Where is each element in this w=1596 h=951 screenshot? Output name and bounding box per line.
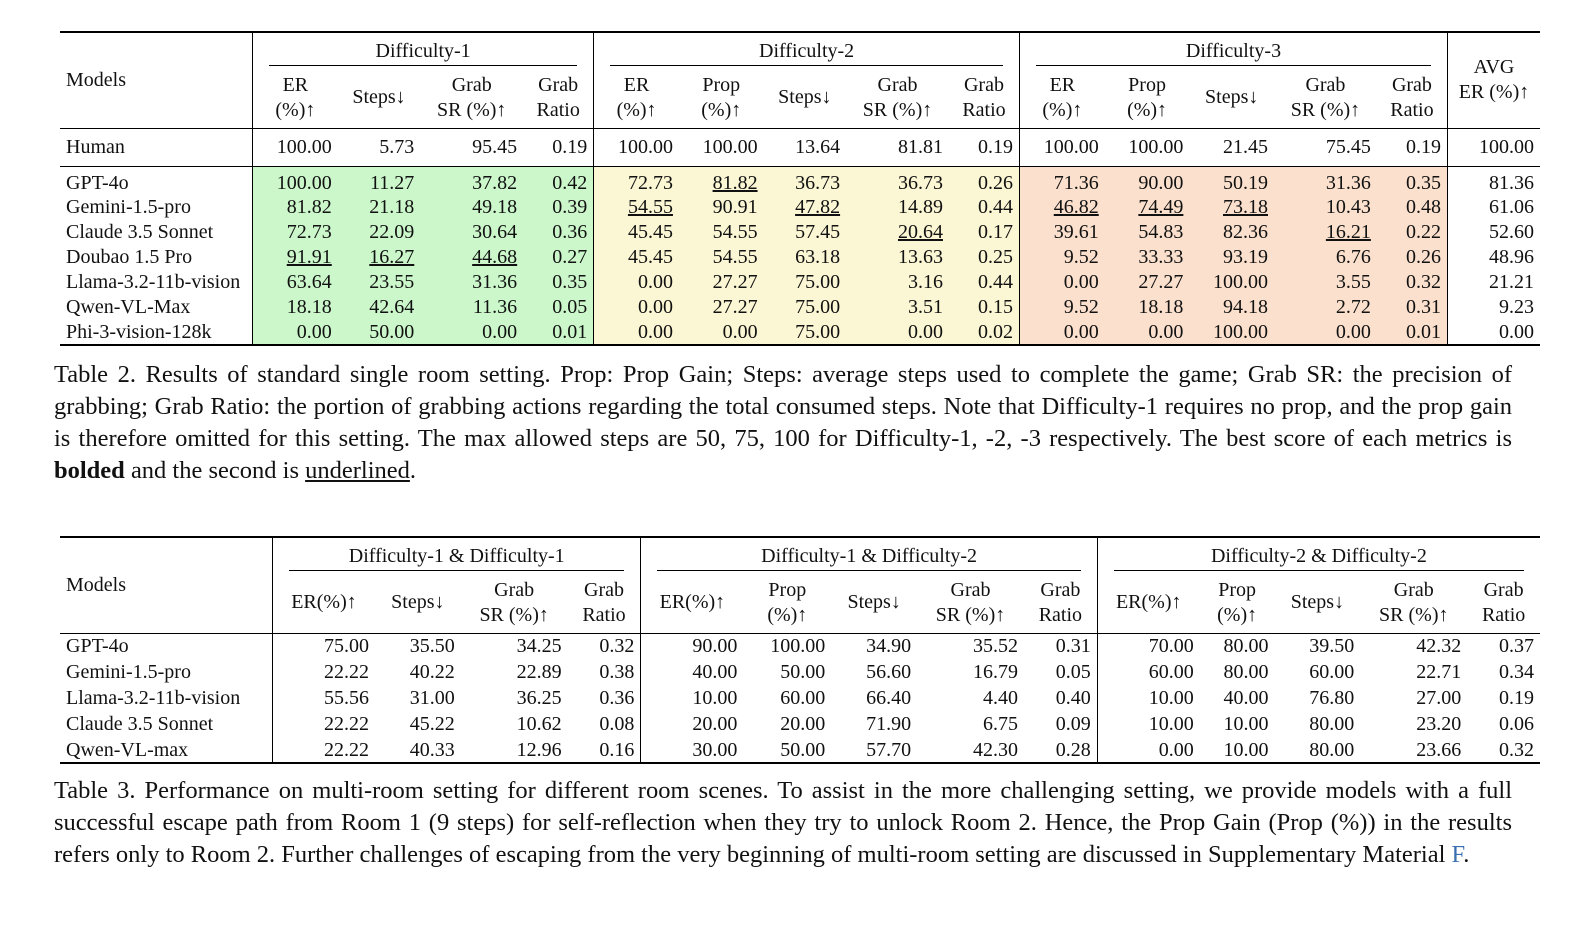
value-cell: 0.19 (1377, 128, 1448, 166)
avg-er-header: AVG ER (%)↑ (1448, 32, 1541, 128)
group-header-d1-d1: Difficulty-1 & Difficulty-1 (273, 537, 641, 573)
value-cell: 6.75 (982, 713, 1018, 735)
col-header-steps: Steps↓ (391, 591, 445, 614)
value-cell: 10.00 (1097, 711, 1199, 737)
value-cell: 54.83 (1105, 220, 1190, 245)
value-cell: 22.22 (273, 711, 375, 737)
col-header-er: ER (%)↑ (253, 68, 338, 128)
value-cell: 93.19 (1189, 245, 1274, 270)
value-cell: 45.45 (594, 245, 679, 270)
value-cell: 54.55 (679, 245, 764, 270)
value-cell: 0.26 (1377, 245, 1448, 270)
value-cell: 5.73 (338, 128, 421, 166)
models-header: Models (60, 32, 253, 128)
group-header-difficulty-2: Difficulty-2 (594, 32, 1020, 68)
value-cell: 27.27 (679, 270, 764, 295)
value-cell: 16.27 (338, 245, 421, 270)
value-cell: 22.22 (273, 659, 375, 685)
table-row (60, 220, 1540, 245)
value-cell: 0.00 (679, 320, 764, 345)
col-header-er: ER(%)↑ (1097, 573, 1199, 633)
value-cell: 23.66 (1360, 737, 1467, 763)
value-cell: 73.18 (1189, 195, 1274, 220)
value-cell: 55.56 (273, 685, 375, 711)
model-name-cell: Qwen-VL-max (60, 737, 273, 763)
human-row (60, 128, 1540, 166)
value-cell: 60.00 (780, 687, 826, 709)
value-cell: 0.44 (949, 195, 1020, 220)
table-3-caption: Table 3. Performance on multi-room setting for different room scenes. To assist in the more challenging setting, we provide models with a full successful escape path from Room 1 (9 steps) for self-reflection when they try to unlock Room 2. Hence, the Prop Gain (Prop (%)) in the results refers only to Room 2. Further challenges of escaping from the very beginning of multi-room setting are discussed in Supplementary Material F. (54, 777, 1512, 868)
value-cell: 95.45 (420, 128, 523, 166)
value-cell: 39.50 (1275, 633, 1361, 659)
value-cell: 81.81 (846, 128, 949, 166)
value-cell: 90.00 (1105, 166, 1190, 195)
value-cell: 0.00 (1020, 320, 1105, 345)
value-cell: 100.00 (1189, 270, 1274, 295)
value-cell: 0.31 (1024, 633, 1097, 659)
value-cell: 90.91 (679, 195, 764, 220)
value-cell: 0.39 (523, 195, 594, 220)
col-header-prop: Prop (%)↑ (701, 73, 742, 121)
model-name-cell: Human (60, 128, 253, 166)
col-header-er: ER(%)↑ (273, 573, 375, 633)
value-cell: 0.01 (523, 320, 594, 345)
col-header-steps: Steps↓ (1290, 591, 1345, 614)
value-cell: 11.36 (420, 295, 523, 320)
table-row (60, 659, 1540, 685)
value-cell: 16.21 (1274, 220, 1377, 245)
value-cell: 81.82 (679, 166, 764, 195)
value-cell: 6.76 (1274, 245, 1377, 270)
table-2-caption: Table 2. Results of standard single room setting. Prop: Prop Gain; Steps: average steps used to complete the game; Grab SR: the precision of grabbing; Grab Ratio: the portion of grabbing actions regarding the total consumed steps. Note that Difficulty-1 requires no prop, and the prop gain is therefore omitted for this setting. The max allowed steps are 50, 75, 100 for Difficulty-1, -2, -3 respectively. The best score of each metrics is bolded and the second is underlined. (54, 361, 1513, 484)
value-cell: 36.25 (516, 687, 562, 709)
value-cell: 50.19 (1189, 166, 1274, 195)
value-cell: 0.00 (1097, 737, 1199, 763)
col-header-prop: Prop (%)↑ (1217, 578, 1258, 626)
value-cell: 60.00 (1097, 659, 1199, 685)
col-header-er: ER (%)↑ (1020, 68, 1105, 128)
value-cell: 0.48 (1377, 195, 1448, 220)
table-row (60, 195, 1540, 220)
col-header-grab-sr: Grab SR (%)↑ (1290, 73, 1361, 121)
value-cell: 27.27 (679, 295, 764, 320)
value-cell: 0.38 (599, 661, 635, 683)
value-cell: 49.18 (420, 195, 523, 220)
model-name-cell: GPT-4o (60, 633, 273, 659)
model-name-cell: Llama-3.2-11b-vision (66, 271, 241, 293)
col-header-grab-ratio: Grab Ratio (1481, 578, 1526, 626)
value-cell: 31.36 (1274, 166, 1377, 195)
col-header-grab-sr: Grab SR (%)↑ (1379, 578, 1449, 626)
value-cell: 61.06 (1448, 195, 1541, 220)
value-cell: 10.00 (1223, 713, 1269, 735)
value-cell: 22.22 (273, 737, 375, 763)
value-cell: 21.45 (1189, 128, 1274, 166)
value-cell: 71.90 (866, 713, 912, 735)
value-cell: 3.16 (846, 270, 949, 295)
value-cell: 35.50 (375, 633, 461, 659)
value-cell: 0.00 (1105, 320, 1190, 345)
value-cell: 22.09 (338, 220, 421, 245)
models-header: Models (60, 537, 273, 633)
value-cell: 90.00 (641, 633, 743, 659)
value-cell: 0.19 (523, 128, 594, 166)
value-cell: 27.27 (1105, 270, 1190, 295)
col-header-grab-ratio: Grab Ratio (536, 73, 580, 121)
value-cell: 23.20 (1416, 713, 1462, 735)
value-cell: 9.23 (1448, 295, 1541, 320)
value-cell: 72.73 (594, 166, 679, 195)
value-cell: 0.36 (599, 687, 635, 709)
value-cell: 94.18 (1189, 295, 1274, 320)
value-cell: 22.71 (1416, 661, 1462, 683)
col-header-er: ER (%)↑ (594, 68, 679, 128)
value-cell: 42.64 (338, 295, 421, 320)
value-cell: 18.18 (253, 295, 338, 320)
model-name-cell: Gemini-1.5-pro (66, 196, 191, 218)
table-row (60, 685, 1540, 711)
value-cell: 0.19 (1499, 687, 1534, 709)
table-row (60, 737, 1540, 763)
value-cell: 72.73 (253, 220, 338, 245)
value-cell: 80.00 (1309, 713, 1355, 735)
table-row (60, 166, 1540, 195)
value-cell: 0.36 (523, 220, 594, 245)
value-cell: 0.15 (949, 295, 1020, 320)
value-cell: 0.27 (523, 245, 594, 270)
model-name-cell: GPT-4o (60, 166, 253, 195)
value-cell: 100.00 (743, 633, 831, 659)
value-cell: 2.72 (1274, 295, 1377, 320)
value-cell: 75.00 (273, 633, 375, 659)
value-cell: 0.22 (1377, 220, 1448, 245)
supplementary-link[interactable]: F (1451, 841, 1464, 868)
value-cell: 20.00 (780, 713, 826, 735)
value-cell: 18.18 (1105, 295, 1190, 320)
value-cell: 57.70 (831, 737, 917, 763)
table-row (60, 711, 1540, 737)
model-name-cell: Llama-3.2-11b-vision (66, 687, 241, 709)
group-header-difficulty-1: Difficulty-1 (253, 32, 594, 68)
value-cell: 10.00 (1097, 685, 1199, 711)
value-cell: 100.00 (594, 128, 679, 166)
value-cell: 10.43 (1274, 195, 1377, 220)
value-cell: 23.55 (338, 270, 421, 295)
value-cell: 0.25 (949, 245, 1020, 270)
value-cell: 31.36 (420, 270, 523, 295)
value-cell: 0.35 (1377, 166, 1448, 195)
value-cell: 0.00 (253, 320, 338, 345)
value-cell: 74.49 (1105, 195, 1190, 220)
value-cell: 63.18 (764, 245, 847, 270)
value-cell: 45.22 (409, 713, 455, 735)
value-cell: 100.00 (1189, 320, 1274, 345)
value-cell: 48.96 (1448, 245, 1541, 270)
value-cell: 34.90 (831, 633, 917, 659)
value-cell: 20.64 (846, 220, 949, 245)
value-cell: 54.55 (679, 220, 764, 245)
col-header-grab-sr: Grab SR (%)↑ (436, 73, 507, 121)
table-row (60, 320, 1540, 345)
value-cell: 30.00 (641, 737, 743, 763)
col-header-prop: Prop (%)↑ (767, 578, 808, 626)
value-cell: 100.00 (1448, 128, 1541, 166)
value-cell: 31.00 (409, 687, 455, 709)
value-cell: 100.00 (253, 128, 338, 166)
value-cell: 10.62 (516, 713, 562, 735)
value-cell: 3.55 (1274, 270, 1377, 295)
value-cell: 100.00 (679, 128, 764, 166)
value-cell: 100.00 (253, 166, 338, 195)
value-cell: 63.64 (253, 270, 338, 295)
value-cell: 14.89 (846, 195, 949, 220)
model-name-cell: Phi-3-vision-128k (60, 320, 253, 345)
value-cell: 36.73 (846, 166, 949, 195)
value-cell: 57.45 (764, 220, 847, 245)
value-cell: 75.00 (764, 295, 847, 320)
value-cell: 81.82 (253, 195, 338, 220)
value-cell: 0.00 (420, 320, 523, 345)
value-cell: 0.32 (1377, 270, 1448, 295)
value-cell: 0.37 (1467, 633, 1540, 659)
value-cell: 0.00 (594, 295, 679, 320)
value-cell: 42.32 (1360, 633, 1467, 659)
value-cell: 70.00 (1097, 633, 1199, 659)
table-row (60, 245, 1540, 270)
value-cell: 0.00 (846, 320, 949, 345)
model-name-cell: Gemini-1.5-pro (66, 661, 191, 683)
value-cell: 10.00 (1200, 737, 1275, 763)
value-cell: 80.00 (1200, 633, 1275, 659)
value-cell: 80.00 (1275, 737, 1361, 763)
model-name-cell: Claude 3.5 Sonnet (66, 713, 214, 735)
value-cell: 75.00 (764, 270, 847, 295)
value-cell: 60.00 (1309, 661, 1355, 683)
value-cell: 0.01 (1377, 320, 1448, 345)
value-cell: 0.00 (594, 320, 679, 345)
value-cell: 50.00 (780, 661, 826, 683)
value-cell: 71.36 (1020, 166, 1105, 195)
value-cell: 42.30 (917, 737, 1024, 763)
value-cell: 0.05 (1055, 661, 1091, 683)
col-header-er: ER(%)↑ (641, 573, 743, 633)
value-cell: 0.00 (1020, 270, 1105, 295)
value-cell: 50.00 (338, 320, 421, 345)
value-cell: 0.17 (949, 220, 1020, 245)
value-cell: 33.33 (1105, 245, 1190, 270)
value-cell: 39.61 (1020, 220, 1105, 245)
value-cell: 0.00 (594, 270, 679, 295)
value-cell: 44.68 (420, 245, 523, 270)
value-cell: 0.19 (949, 128, 1020, 166)
value-cell: 56.60 (866, 661, 912, 683)
value-cell: 0.31 (1377, 295, 1448, 320)
group-header-d2-d2: Difficulty-2 & Difficulty-2 (1097, 537, 1540, 573)
col-header-grab-ratio: Grab Ratio (1038, 578, 1083, 626)
group-header-d1-d2: Difficulty-1 & Difficulty-2 (641, 537, 1097, 573)
value-cell: 40.00 (1223, 687, 1269, 709)
value-cell: 35.52 (917, 633, 1024, 659)
value-cell: 20.00 (641, 711, 743, 737)
model-name-cell: Doubao 1.5 Pro (66, 246, 193, 268)
table-row (60, 270, 1540, 295)
col-header-grab-ratio: Grab Ratio (1390, 73, 1434, 121)
value-cell: 0.35 (523, 270, 594, 295)
value-cell: 0.32 (568, 633, 641, 659)
value-cell: 12.96 (461, 737, 568, 763)
col-header-steps: Steps↓ (778, 86, 832, 109)
value-cell: 4.40 (982, 687, 1018, 709)
value-cell: 9.52 (1020, 245, 1105, 270)
value-cell: 0.34 (1499, 661, 1534, 683)
value-cell: 37.82 (420, 166, 523, 195)
value-cell: 0.08 (599, 713, 635, 735)
col-header-grab-sr: Grab SR (%)↑ (935, 578, 1006, 626)
value-cell: 40.22 (409, 661, 455, 683)
col-header-grab-sr: Grab SR (%)↑ (862, 73, 933, 121)
value-cell: 0.00 (1448, 320, 1541, 345)
value-cell: 13.64 (764, 128, 847, 166)
value-cell: 76.80 (1309, 687, 1355, 709)
value-cell: 47.82 (764, 195, 847, 220)
col-header-grab-ratio: Grab Ratio (962, 73, 1006, 121)
table-2 (60, 31, 1540, 346)
value-cell: 46.82 (1020, 195, 1105, 220)
value-cell: 75.00 (764, 320, 847, 345)
value-cell: 100.00 (1105, 128, 1190, 166)
value-cell: 10.00 (641, 685, 743, 711)
group-header-difficulty-3: Difficulty-3 (1020, 32, 1448, 68)
value-cell: 0.02 (949, 320, 1020, 345)
value-cell: 3.51 (846, 295, 949, 320)
value-cell: 0.05 (523, 295, 594, 320)
value-cell: 0.32 (1467, 737, 1540, 763)
table-3 (60, 536, 1540, 764)
value-cell: 34.25 (461, 633, 568, 659)
table-row (60, 633, 1540, 659)
value-cell: 21.21 (1448, 270, 1541, 295)
col-header-prop: Prop (%)↑ (1127, 73, 1168, 121)
value-cell: 11.27 (338, 166, 421, 195)
value-cell: 100.00 (1020, 128, 1105, 166)
value-cell: 9.52 (1020, 295, 1105, 320)
value-cell: 0.42 (523, 166, 594, 195)
value-cell: 0.40 (1055, 687, 1091, 709)
value-cell: 13.63 (846, 245, 949, 270)
col-header-steps: Steps↓ (352, 86, 406, 109)
value-cell: 30.64 (420, 220, 523, 245)
value-cell: 0.44 (949, 270, 1020, 295)
col-header-steps: Steps↓ (847, 591, 901, 614)
value-cell: 75.45 (1274, 128, 1377, 166)
value-cell: 36.73 (764, 166, 847, 195)
table-row (60, 295, 1540, 320)
value-cell: 22.89 (516, 661, 562, 683)
value-cell: 0.06 (1499, 713, 1534, 735)
value-cell: 21.18 (338, 195, 421, 220)
value-cell: 16.79 (972, 661, 1018, 683)
value-cell: 91.91 (253, 245, 338, 270)
value-cell: 27.00 (1416, 687, 1462, 709)
value-cell: 0.16 (568, 737, 641, 763)
value-cell: 40.00 (641, 659, 743, 685)
col-header-grab-ratio: Grab Ratio (582, 578, 626, 626)
value-cell: 45.45 (594, 220, 679, 245)
col-header-grab-sr: Grab SR (%)↑ (479, 578, 549, 626)
model-name-cell: Claude 3.5 Sonnet (66, 221, 214, 243)
value-cell: 82.36 (1189, 220, 1274, 245)
value-cell: 0.00 (1274, 320, 1377, 345)
value-cell: 52.60 (1448, 220, 1541, 245)
value-cell: 80.00 (1223, 661, 1269, 683)
model-name-cell: Qwen-VL-Max (66, 296, 191, 318)
value-cell: 0.26 (949, 166, 1020, 195)
value-cell: 0.28 (1024, 737, 1097, 763)
value-cell: 40.33 (375, 737, 461, 763)
value-cell: 0.09 (1055, 713, 1091, 735)
col-header-steps: Steps↓ (1205, 86, 1259, 109)
value-cell: 66.40 (866, 687, 912, 709)
value-cell: 50.00 (743, 737, 831, 763)
value-cell: 81.36 (1448, 166, 1541, 195)
value-cell: 54.55 (594, 195, 679, 220)
